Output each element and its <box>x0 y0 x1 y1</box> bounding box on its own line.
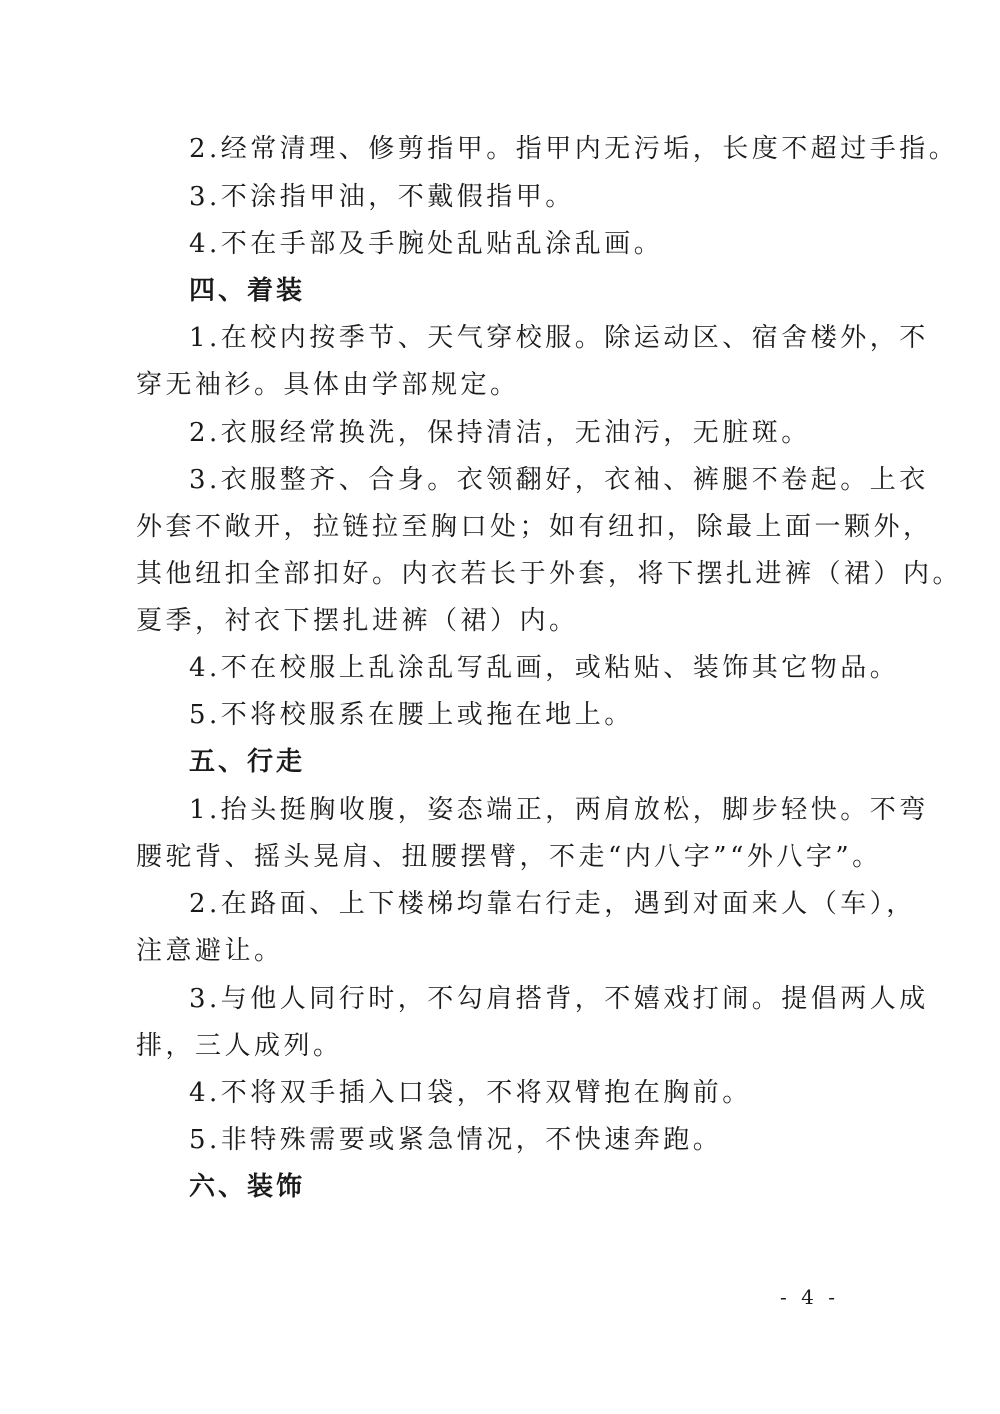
paragraph-line: 夏季，衬衣下摆扎进裤（裙）内。 <box>136 606 579 636</box>
paragraph-line: 5.不将校服系在腰上或拖在地上。 <box>189 700 634 730</box>
paragraph-line: 4.不将双手插入口袋，不将双臂抱在胸前。 <box>189 1078 752 1108</box>
paragraph-line: 其他纽扣全部扣好。内衣若长于外套，将下摆扎进裤（裙）内。 <box>136 559 963 589</box>
paragraph-line: 2.衣服经常换洗，保持清洁，无油污，无脏斑。 <box>189 418 811 448</box>
paragraph-line: 2.经常清理、修剪指甲。指甲内无污垢，长度不超过手指。 <box>189 134 959 164</box>
paragraph-line: 腰驼背、摇头晃肩、扭腰摆臂，不走“内八字”“外八字”。 <box>136 842 882 872</box>
paragraph-line: 1.在校内按季节、天气穿校服。除运动区、宿舍楼外，不 <box>189 323 929 353</box>
paragraph-line: 4.不在校服上乱涂乱写乱画，或粘贴、装饰其它物品。 <box>189 653 900 683</box>
paragraph-line: 3.衣服整齐、合身。衣领翻好，衣袖、裤腿不卷起。上衣 <box>189 465 929 495</box>
page-number: - 4 - <box>780 1285 839 1309</box>
section-heading-dress: 四、着装 <box>189 276 306 306</box>
section-heading-walking: 五、行走 <box>189 747 306 777</box>
paragraph-line: 注意避让。 <box>136 936 284 966</box>
paragraph-line: 1.抬头挺胸收腹，姿态端正，两肩放松，脚步轻快。不弯 <box>189 795 929 825</box>
paragraph-line: 穿无袖衫。具体由学部规定。 <box>136 370 520 400</box>
paragraph-line: 3.与他人同行时，不勾肩搭背，不嬉戏打闹。提倡两人成 <box>189 984 929 1014</box>
paragraph-line: 5.非特殊需要或紧急情况，不快速奔跑。 <box>189 1125 723 1155</box>
section-heading-decoration: 六、装饰 <box>189 1172 306 1202</box>
paragraph-line: 排，三人成列。 <box>136 1031 343 1061</box>
paragraph-line: 4.不在手部及手腕处乱贴乱涂乱画。 <box>189 229 664 259</box>
paragraph-line: 2.在路面、上下楼梯均靠右行走，遇到对面来人（车）， <box>189 889 916 919</box>
paragraph-line: 外套不敞开，拉链拉至胸口处；如有纽扣，除最上面一颗外， <box>136 512 933 542</box>
paragraph-line: 3.不涂指甲油，不戴假指甲。 <box>189 182 575 212</box>
